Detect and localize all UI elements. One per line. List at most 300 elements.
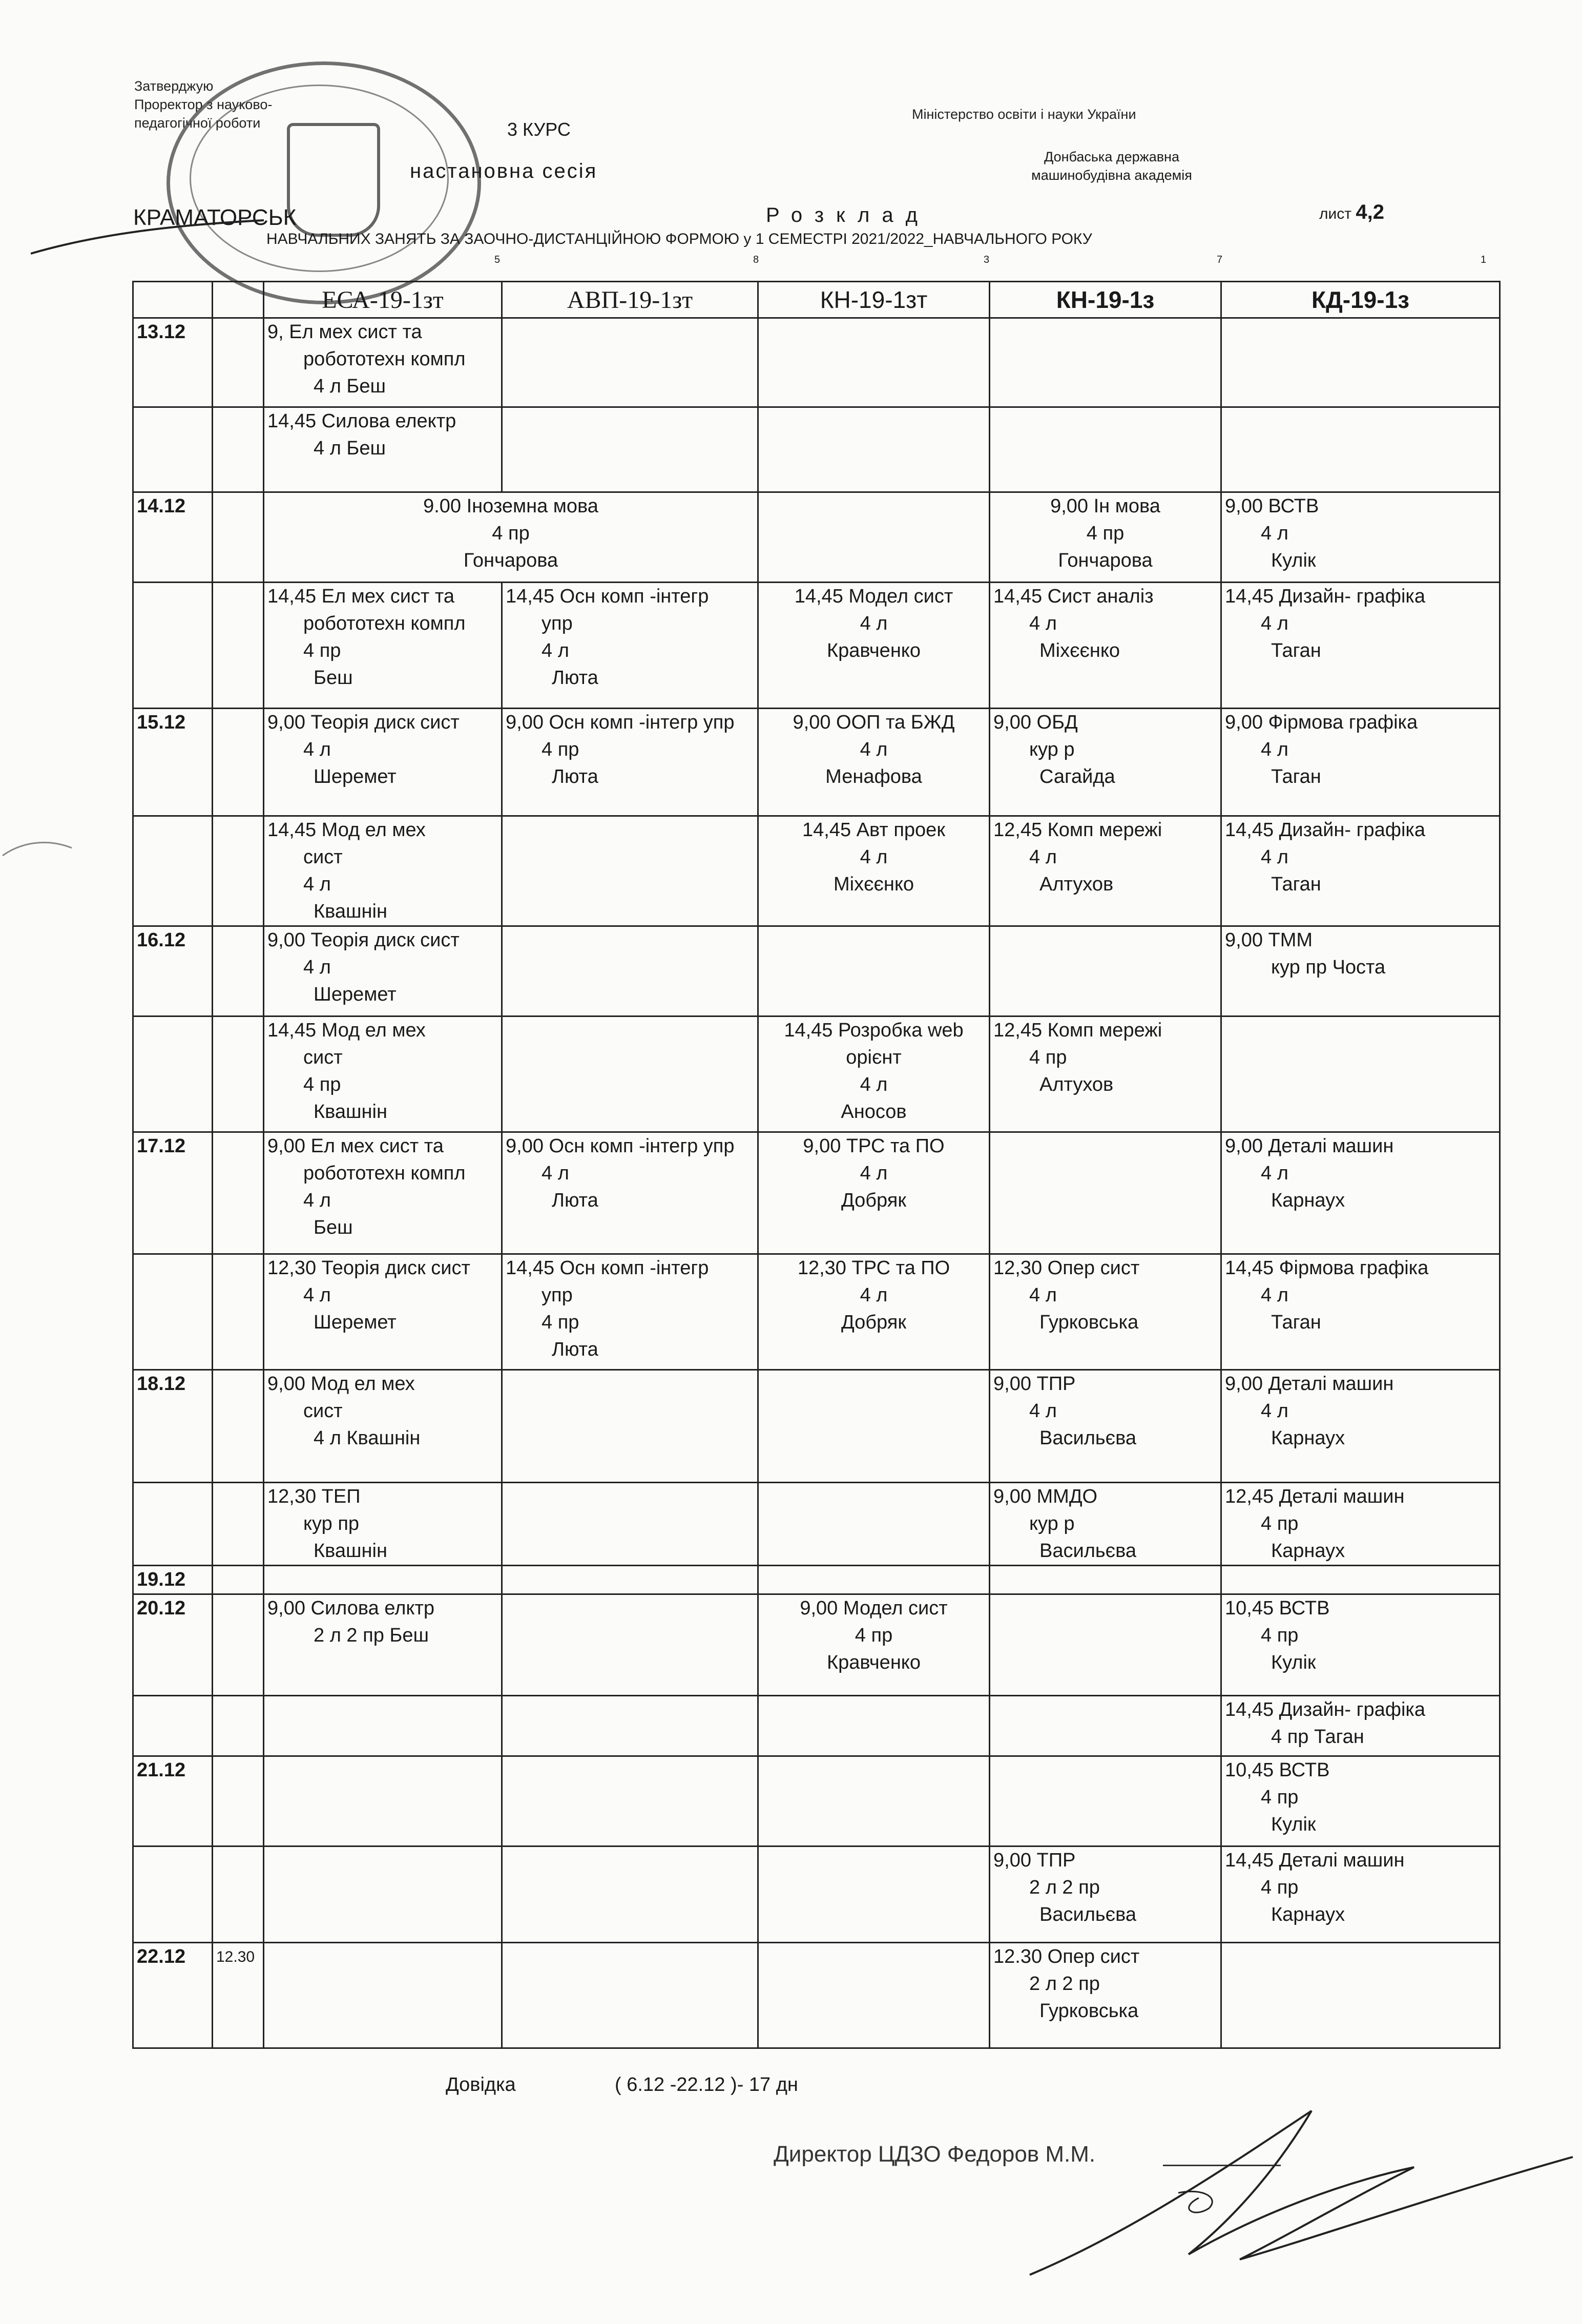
lesson-line: Карнаух <box>1271 1904 1345 1925</box>
lesson-line: Беш <box>314 1217 353 1238</box>
schedule-cell <box>758 926 990 1016</box>
schedule-cell <box>1221 1943 1500 2048</box>
lesson-line: Кравченко <box>827 640 921 661</box>
column-number: 1 <box>1481 254 1487 265</box>
schedule-cell <box>990 709 1221 816</box>
lesson-entry <box>1225 493 1496 574</box>
schedule-cell <box>264 1566 502 1594</box>
lesson-entry <box>762 583 986 665</box>
time-cell <box>213 1132 264 1254</box>
lesson-line: Таган <box>1271 1312 1321 1333</box>
lesson-entry <box>993 1943 1217 2025</box>
schedule-cell <box>264 816 502 926</box>
date-cell: 14.12 <box>133 492 213 583</box>
schedule-cell <box>264 1846 502 1943</box>
time-cell <box>213 1696 264 1756</box>
date-cell <box>133 1016 213 1132</box>
lesson-line: 14,45 Авт проек <box>802 819 945 841</box>
lesson-line: 4 л <box>303 957 331 978</box>
lesson-line: сист <box>303 846 343 868</box>
schedule-cell <box>264 1483 502 1566</box>
schedule-cell <box>758 1254 990 1370</box>
lesson-line: 12,30 ТРС та ПО <box>797 1257 950 1279</box>
lesson-line: сист <box>303 1400 343 1422</box>
lesson-line: 4 л <box>303 874 331 895</box>
date-cell: 16.12 <box>133 926 213 1016</box>
schedule-cell <box>264 926 502 1016</box>
lesson-line: Добряк <box>841 1312 906 1333</box>
course-label: 3 КУРС <box>507 119 571 140</box>
table-row <box>133 492 1500 583</box>
lesson-line: 12,30 Теорія диск сист <box>267 1257 470 1279</box>
column-number: 5 <box>494 254 501 265</box>
table-row <box>133 816 1500 926</box>
lesson-line: 14,45 Дизайн- графіка <box>1225 819 1426 841</box>
lesson-line: 14,45 Осн комп -інтегр <box>506 586 709 607</box>
column-number: 7 <box>1217 254 1223 265</box>
lesson-line: 4 л Квашнін <box>314 1427 421 1449</box>
lesson-line: 4 л <box>1261 1163 1288 1184</box>
lesson-line: 4 л <box>542 1163 569 1184</box>
schedule-cell <box>502 407 758 492</box>
lesson-line: 4 пр <box>1261 1513 1299 1534</box>
schedule-cell <box>758 318 990 407</box>
time-cell <box>213 492 264 583</box>
lesson-entry <box>267 1017 498 1126</box>
lesson-entry <box>993 817 1217 898</box>
date-cell: 21.12 <box>133 1756 213 1846</box>
lesson-line: Кулік <box>1271 1814 1316 1835</box>
reference-label: Довідка <box>446 2074 516 2095</box>
time-cell <box>213 1483 264 1566</box>
lesson-line: Менафова <box>825 766 922 787</box>
schedule-cell <box>502 926 758 1016</box>
lesson-entry <box>993 1371 1217 1452</box>
lesson-line: 14,45 Модел сист <box>794 586 953 607</box>
schedule-cell <box>758 583 990 709</box>
document-title: Розклад <box>766 204 930 226</box>
schedule-cell <box>1221 926 1500 1016</box>
schedule-cell <box>990 1370 1221 1483</box>
lesson-line: 4 пр <box>1261 1877 1299 1898</box>
lesson-line: 4 пр <box>1261 1787 1299 1808</box>
lesson-line: 4 л <box>1261 613 1288 634</box>
lesson-line: 4 л <box>860 739 888 760</box>
schedule-cell <box>758 1566 990 1594</box>
lesson-line: 4 пр <box>1029 1047 1067 1068</box>
lesson-line: Таган <box>1271 874 1321 895</box>
schedule-cell <box>1221 1132 1500 1254</box>
lesson-entry <box>1225 817 1496 898</box>
schedule-cell <box>502 1016 758 1132</box>
ministry-label: Міністерство освіти і науки України <box>912 107 1136 122</box>
director-signature-line: Директор ЦДЗО Федоров М.М. <box>774 2142 1096 2167</box>
lesson-line: Люта <box>552 1190 598 1211</box>
lesson-entry <box>993 1255 1217 1336</box>
lesson-entry <box>1225 1757 1496 1838</box>
lesson-entry <box>993 1483 1217 1565</box>
lesson-line: 14,45 Мод ел мех <box>267 1020 426 1041</box>
group-header: КН-19-1зт <box>758 282 990 318</box>
lesson-entry <box>762 709 986 791</box>
lesson-line: 4 л <box>303 1284 331 1306</box>
lesson-line: Беш <box>314 667 353 689</box>
lesson-line: Квашнін <box>314 901 387 922</box>
lesson-line: 4 пр <box>855 1625 893 1646</box>
lesson-line: Кулік <box>1271 550 1316 571</box>
lesson-entry <box>267 1483 498 1565</box>
handwritten-signature <box>1025 2080 1578 2295</box>
lesson-line: Аносов <box>841 1101 907 1123</box>
time-header <box>213 282 264 318</box>
table-row <box>133 1696 1500 1756</box>
lesson-line: 14,45 Дизайн- графіка <box>1225 586 1426 607</box>
lesson-line: 14,45 Ел мех сист та <box>267 586 455 607</box>
lesson-line: Таган <box>1271 766 1321 787</box>
lesson-line: 9,00 Деталі машин <box>1225 1373 1394 1395</box>
lesson-entry <box>993 1847 1217 1928</box>
lesson-line: 4 л Беш <box>314 438 386 459</box>
schedule-cell <box>758 1132 990 1254</box>
lesson-line: упр <box>542 1284 573 1306</box>
schedule-cell <box>264 407 502 492</box>
lesson-line: Шеремет <box>314 984 397 1005</box>
schedule-cell <box>502 1696 758 1756</box>
table-row <box>133 1254 1500 1370</box>
schedule-cell <box>990 1846 1221 1943</box>
schedule-cell <box>758 1756 990 1846</box>
lesson-line: 4 л <box>1261 523 1288 544</box>
lesson-line: 9,00 Фірмова графіка <box>1225 712 1418 733</box>
schedule-cell <box>502 1846 758 1943</box>
lesson-entry <box>762 1133 986 1214</box>
lesson-line: Алтухов <box>1039 874 1114 895</box>
lesson-line: 9,00 ОБД <box>993 712 1078 733</box>
lesson-line: Гурковська <box>1039 2000 1139 2022</box>
lesson-entry <box>993 493 1217 574</box>
time-cell <box>213 318 264 407</box>
lesson-entry <box>993 709 1217 791</box>
lesson-line: Таган <box>1271 640 1321 661</box>
schedule-cell <box>990 1696 1221 1756</box>
time-cell <box>213 1016 264 1132</box>
lesson-line: Васильєва <box>1039 1540 1136 1562</box>
table-row <box>133 1756 1500 1846</box>
time-cell <box>213 407 264 492</box>
table-row <box>133 1483 1500 1566</box>
lesson-line: 4 л <box>1261 1400 1288 1422</box>
schedule-cell <box>264 492 758 583</box>
lesson-line: кур р <box>1029 739 1075 760</box>
column-number: 8 <box>753 254 759 265</box>
lesson-line: 4 л <box>860 1163 888 1184</box>
lesson-line: 4 л <box>1029 1400 1057 1422</box>
schedule-cell <box>502 816 758 926</box>
schedule-cell <box>990 318 1221 407</box>
date-cell <box>133 816 213 926</box>
time-cell <box>213 583 264 709</box>
table-row <box>133 1016 1500 1132</box>
schedule-cell <box>1221 1370 1500 1483</box>
lesson-line: Міхєєнко <box>833 874 914 895</box>
schedule-cell <box>264 1696 502 1756</box>
lesson-entry <box>267 709 498 791</box>
table-row <box>133 1846 1500 1943</box>
lesson-line: 4 пр <box>1261 1625 1299 1646</box>
schedule-cell <box>1221 492 1500 583</box>
lesson-line: 9, Ел мех сист та <box>267 321 422 343</box>
academy-label <box>1004 148 1219 184</box>
lesson-line: 14,45 Сист аналіз <box>993 586 1154 607</box>
lesson-line: 4 л <box>1029 1284 1057 1306</box>
schedule-cell <box>264 1132 502 1254</box>
document-subtitle: НАВЧАЛЬНИХ ЗАНЯТЬ ЗА ЗАОЧНО-ДИСТАНЦІЙНОЮ ФОРМОЮ у 1 СЕМЕСТРІ 2021/2022_НАВЧАЛЬНОГО РОКУ <box>266 231 1092 247</box>
lesson-line: 4 л Беш <box>314 376 386 397</box>
lesson-line: 9,00 Теорія диск сист <box>267 712 460 733</box>
date-cell: 20.12 <box>133 1594 213 1696</box>
lesson-line: робототехн компл <box>303 1163 466 1184</box>
lesson-line: 4 л <box>860 613 888 634</box>
schedule-cell <box>990 492 1221 583</box>
lesson-line: кур пр Чоста <box>1271 957 1386 978</box>
lesson-line: 9.00 Іноземна мова <box>423 495 598 517</box>
lesson-entry <box>267 1595 498 1649</box>
session-label: настановна сесія <box>410 160 598 182</box>
lesson-entry <box>267 817 498 925</box>
schedule-cell <box>990 1016 1221 1132</box>
lesson-line: 4 л <box>860 1284 888 1306</box>
column-number: 3 <box>984 254 990 265</box>
lesson-line: 12,45 Комп мережі <box>993 819 1162 841</box>
lesson-line: 9,00 Деталі машин <box>1225 1135 1394 1157</box>
schedule-cell <box>264 1943 502 2048</box>
schedule-cell <box>1221 709 1500 816</box>
lesson-line: кур р <box>1029 1513 1075 1534</box>
date-cell <box>133 583 213 709</box>
lesson-entry <box>267 927 498 1008</box>
lesson-line: Кравченко <box>827 1652 921 1673</box>
lesson-line: 9,00 Мод ел мех <box>267 1373 415 1395</box>
table-header-row <box>133 282 1500 318</box>
lesson-line: Васильєва <box>1039 1904 1136 1925</box>
schedule-cell <box>1221 1254 1500 1370</box>
schedule-cell <box>990 1483 1221 1566</box>
lesson-line: Шеремет <box>314 766 397 787</box>
lesson-line: 2 л 2 пр <box>1029 1877 1100 1898</box>
lesson-entry <box>267 1133 498 1241</box>
lesson-line: 4 пр <box>1086 523 1125 544</box>
date-cell: 19.12 <box>133 1566 213 1594</box>
city-label: КРАМАТОРСЬК <box>133 205 297 230</box>
schedule-cell <box>1221 1566 1500 1594</box>
lesson-line: Кулік <box>1271 1652 1316 1673</box>
lesson-entry <box>1225 583 1496 665</box>
lesson-line: 9,00 ТПР <box>993 1850 1076 1871</box>
lesson-entry <box>1225 1595 1496 1676</box>
group-header: КД-19-1з <box>1221 282 1500 318</box>
schedule-cell <box>264 1594 502 1696</box>
lesson-line: 9,00 Ел мех сист та <box>267 1135 444 1157</box>
lesson-entry <box>1225 1133 1496 1214</box>
lesson-line: кур пр <box>303 1513 360 1534</box>
schedule-cell <box>264 1370 502 1483</box>
sheet-label: лист <box>1319 205 1352 222</box>
lesson-line: Люта <box>552 667 598 689</box>
lesson-line: Квашнін <box>314 1101 387 1123</box>
lesson-line: Люта <box>552 766 598 787</box>
schedule-cell <box>502 583 758 709</box>
lesson-line: 9,00 Теорія диск сист <box>267 929 460 951</box>
lesson-entry <box>1225 1371 1496 1452</box>
lesson-line: орієнт <box>846 1047 902 1068</box>
approval-line: Проректор з науково- <box>134 97 273 112</box>
schedule-cell <box>758 816 990 926</box>
date-cell <box>133 1483 213 1566</box>
lesson-line: 4 л <box>1261 1284 1288 1306</box>
lesson-line: 9,00 ММДО <box>993 1486 1098 1507</box>
schedule-cell <box>758 1370 990 1483</box>
schedule-cell <box>1221 1483 1500 1566</box>
stray-pen-mark <box>0 830 77 861</box>
approval-line: педагогічної роботи <box>134 115 261 131</box>
schedule-cell <box>1221 1016 1500 1132</box>
date-cell: 13.12 <box>133 318 213 407</box>
lesson-line: сист <box>303 1047 343 1068</box>
lesson-line: 9,00 ВСТВ <box>1225 495 1319 517</box>
lesson-line: Міхєєнко <box>1039 640 1120 661</box>
time-cell: 12.30 <box>213 1943 264 2048</box>
lesson-entry <box>506 1133 754 1214</box>
lesson-line: Гурковська <box>1039 1312 1139 1333</box>
lesson-line: 14,45 Мод ел мех <box>267 819 426 841</box>
time-cell <box>213 926 264 1016</box>
schedule-cell <box>990 1566 1221 1594</box>
lesson-entry <box>267 493 754 574</box>
lesson-line: 4 л <box>1029 613 1057 634</box>
lesson-entry <box>1225 1696 1496 1751</box>
lesson-line: 12,45 Комп мережі <box>993 1020 1162 1041</box>
lesson-entry <box>1225 927 1496 981</box>
sheet-number <box>1319 201 1384 224</box>
lesson-line: 4 л <box>1261 739 1288 760</box>
date-cell <box>133 1254 213 1370</box>
lesson-line: Карнаух <box>1271 1190 1345 1211</box>
time-cell <box>213 709 264 816</box>
schedule-cell <box>1221 1594 1500 1696</box>
schedule-cell <box>990 1756 1221 1846</box>
time-cell <box>213 1594 264 1696</box>
trident-emblem-icon <box>287 123 380 237</box>
schedule-cell <box>990 816 1221 926</box>
academy-line: Донбаська державна <box>1044 149 1179 164</box>
schedule-cell <box>502 1594 758 1696</box>
schedule-cell <box>990 1943 1221 2048</box>
lesson-entry <box>993 583 1217 665</box>
lesson-line: 4 л <box>1029 846 1057 868</box>
lesson-line: 9,00 Осн комп -інтегр упр <box>506 712 735 733</box>
lesson-entry <box>993 1017 1217 1098</box>
lesson-entry <box>506 583 754 692</box>
date-cell: 22.12 <box>133 1943 213 2048</box>
lesson-line: 14,45 Фірмова графіка <box>1225 1257 1429 1279</box>
lesson-entry <box>506 709 754 791</box>
date-cell: 17.12 <box>133 1132 213 1254</box>
schedule-cell <box>758 1016 990 1132</box>
lesson-line: 12,45 Деталі машин <box>1225 1486 1405 1507</box>
time-cell <box>213 1254 264 1370</box>
table-row <box>133 709 1500 816</box>
schedule-cell <box>758 407 990 492</box>
lesson-line: 9,00 ТРС та ПО <box>803 1135 945 1157</box>
lesson-line: 14,45 Осн комп -інтегр <box>506 1257 709 1279</box>
schedule-cell <box>502 1943 758 2048</box>
schedule-cell <box>502 1370 758 1483</box>
date-cell: 18.12 <box>133 1370 213 1483</box>
schedule-cell <box>1221 407 1500 492</box>
lesson-line: 14,45 Силова електр <box>267 410 456 432</box>
schedule-cell <box>990 1254 1221 1370</box>
schedule-cell <box>264 1016 502 1132</box>
schedule-cell <box>990 583 1221 709</box>
schedule-cell <box>758 1483 990 1566</box>
table-row <box>133 583 1500 709</box>
schedule-cell <box>264 709 502 816</box>
lesson-line: 14,45 Дизайн- графіка <box>1225 1699 1426 1720</box>
date-cell <box>133 1846 213 1943</box>
lesson-line: 4 л <box>303 739 331 760</box>
schedule-cell <box>758 1846 990 1943</box>
schedule-cell <box>1221 1846 1500 1943</box>
lesson-line: 14,45 Розробка web <box>784 1020 964 1041</box>
lesson-line: 2 л 2 пр <box>1029 1973 1100 1995</box>
lesson-line: 9,00 ТММ <box>1225 929 1313 951</box>
group-header: КН-19-1з <box>990 282 1221 318</box>
lesson-entry <box>762 1255 986 1336</box>
lesson-line: 4 л <box>860 846 888 868</box>
lesson-entry <box>762 1017 986 1126</box>
lesson-entry <box>1225 1847 1496 1928</box>
schedule-cell <box>758 492 990 583</box>
lesson-line: Алтухов <box>1039 1074 1114 1095</box>
lesson-line: Шеремет <box>314 1312 397 1333</box>
schedule-cell <box>1221 318 1500 407</box>
lesson-line: 2 л 2 пр Беш <box>314 1625 429 1646</box>
table-row <box>133 1943 1500 2048</box>
date-header <box>133 282 213 318</box>
lesson-line: 9,00 Модел сист <box>800 1597 948 1619</box>
table-row <box>133 1566 1500 1594</box>
lesson-line: Квашнін <box>314 1540 387 1562</box>
lesson-entry <box>762 1595 986 1676</box>
academy-line: машинобудівна академія <box>1031 168 1192 183</box>
schedule-cell <box>1221 816 1500 926</box>
lesson-line: робототехн компл <box>303 613 466 634</box>
lesson-entry <box>267 1255 498 1336</box>
table-row <box>133 407 1500 492</box>
time-cell <box>213 816 264 926</box>
schedule-cell <box>1221 1756 1500 1846</box>
schedule-cell <box>1221 1696 1500 1756</box>
lesson-line: 12,30 ТЕП <box>267 1486 361 1507</box>
lesson-entry <box>267 408 498 462</box>
lesson-line: 14,45 Деталі машин <box>1225 1850 1405 1871</box>
time-cell <box>213 1756 264 1846</box>
lesson-line: робототехн компл <box>303 348 466 370</box>
lesson-line: 9,00 ТПР <box>993 1373 1076 1395</box>
time-cell <box>213 1846 264 1943</box>
date-cell: 15.12 <box>133 709 213 816</box>
lesson-line: Васильєва <box>1039 1427 1136 1449</box>
